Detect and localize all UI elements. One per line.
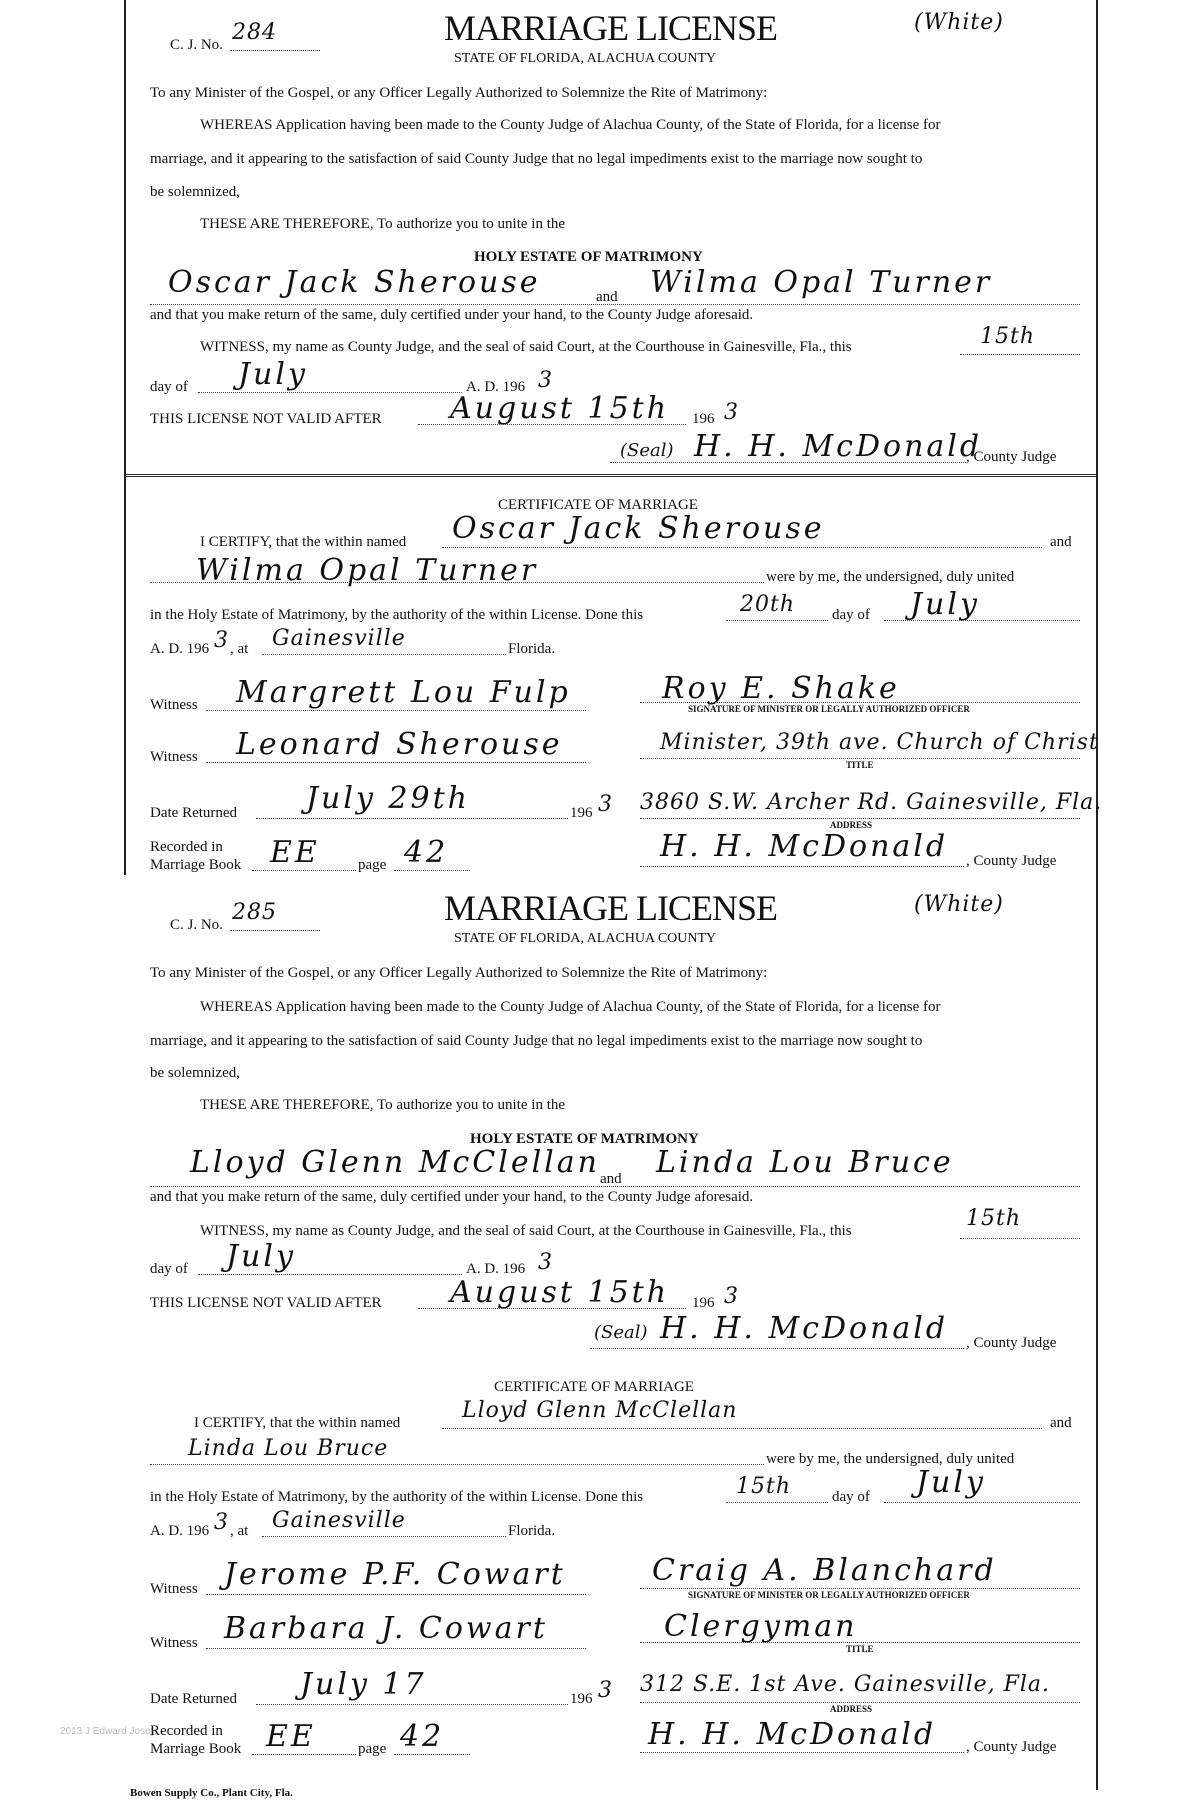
witness-2-name: Barbara J. Cowart xyxy=(224,1611,548,1646)
date-returned: July 17 xyxy=(300,1667,427,1702)
issue-day: 15th xyxy=(966,1206,1022,1231)
whereas-line-2: marriage, and it appearing to the satisfaction of said County Judge that no legal impediments exist to the marriage now sought to xyxy=(150,151,923,167)
cj-number: 285 xyxy=(232,900,277,925)
date-returned-label: Date Returned xyxy=(150,1691,238,1707)
done-month: July xyxy=(910,587,980,622)
officer-title: Clergyman xyxy=(664,1609,858,1644)
united-line: were by me, the undersigned, duly united xyxy=(766,1451,1015,1467)
expiry-year-prefix: 196 xyxy=(692,411,715,427)
book-value: EE xyxy=(266,1719,316,1754)
license-subtitle: STATE OF FLORIDA, ALACHUA COUNTY xyxy=(454,51,717,66)
address-caption: ADDRESS xyxy=(830,1704,873,1714)
recorded-label-2: Marriage Book xyxy=(150,857,242,873)
witness-label-1: Witness xyxy=(150,697,198,713)
recorded-label-1: Recorded in xyxy=(150,839,223,855)
and-word-cert: and xyxy=(1050,534,1072,550)
certify-line: I CERTIFY, that the within named xyxy=(200,534,407,550)
expiry-year-prefix: 196 xyxy=(692,1295,715,1311)
florida-label: Florida. xyxy=(508,1523,556,1539)
seal-mark: (Seal) xyxy=(594,1322,648,1343)
recorded-label-1: Recorded in xyxy=(150,1723,223,1739)
watermark: 2013 J Edward Josey xyxy=(60,1726,156,1737)
therefore-line: THESE ARE THEREFORE, To authorize you to unite in the xyxy=(200,216,566,232)
signature-caption: SIGNATURE OF MINISTER OR LEGALLY AUTHORIZED OFFICER xyxy=(688,704,970,714)
right-border xyxy=(1096,0,1098,1790)
county-judge-label-2: , County Judge xyxy=(966,1739,1057,1755)
witness-1-name: Jerome P.F. Cowart xyxy=(224,1557,566,1592)
holy-authority-line: in the Holy Estate of Matrimony, by the authority of the within License. Done this xyxy=(150,1489,644,1505)
returned-year-digit: 3 xyxy=(598,1678,613,1703)
groom-name: Lloyd Glenn McClellan xyxy=(190,1145,600,1180)
day-of-label: day of xyxy=(150,1261,188,1277)
done-day: 15th xyxy=(736,1474,792,1499)
issue-day: 15th xyxy=(980,324,1036,349)
returned-year-prefix: 196 xyxy=(570,805,593,821)
witness-1-name: Margrett Lou Fulp xyxy=(236,675,571,710)
day-of-label-2: day of xyxy=(832,607,870,623)
title-caption: TITLE xyxy=(846,760,874,770)
return-line: and that you make return of the same, duly certified under your hand, to the County Judge aforesaid. xyxy=(150,307,754,323)
officer-signature: Craig A. Blanchard xyxy=(652,1553,997,1588)
cert-groom-name: Lloyd Glenn McClellan xyxy=(462,1398,738,1423)
day-of-label: day of xyxy=(150,379,188,395)
holy-estate-heading: HOLY ESTATE OF MATRIMONY xyxy=(470,1131,699,1147)
signature-caption: SIGNATURE OF MINISTER OR LEGALLY AUTHORIZED OFFICER xyxy=(688,1590,970,1600)
at-label: , at xyxy=(230,641,249,657)
addressee: To any Minister of the Gospel, or any Officer Legally Authorized to Solemnize the Rite of Matrimony: xyxy=(150,965,768,981)
whereas-line-1: WHEREAS Application having been made to the County Judge of Alachua County, of the State of Florida, for a license for xyxy=(200,999,941,1015)
officer-signature: Roy E. Shake xyxy=(662,671,900,706)
license-title: MARRIAGE LICENSE xyxy=(444,888,777,928)
recorded-label-2: Marriage Book xyxy=(150,1741,242,1757)
and-word-cert: and xyxy=(1050,1415,1072,1431)
book-value: EE xyxy=(270,835,320,870)
not-valid-label: THIS LICENSE NOT VALID AFTER xyxy=(150,1295,382,1311)
cj-number: 284 xyxy=(232,20,277,45)
race-note: (White) xyxy=(914,892,1004,917)
done-day: 20th xyxy=(740,592,796,617)
expiry-date: August 15th xyxy=(450,391,670,426)
page-value: 42 xyxy=(400,1719,445,1754)
ad-label-2: A. D. 196 xyxy=(150,641,210,657)
done-year-digit: 3 xyxy=(214,628,229,653)
issue-year-digit: 3 xyxy=(538,1250,553,1275)
cert-bride-name: Linda Lou Bruce xyxy=(188,1436,389,1461)
date-returned-label: Date Returned xyxy=(150,805,238,821)
holy-authority-line: in the Holy Estate of Matrimony, by the authority of the within License. Done this xyxy=(150,607,644,623)
therefore-line: THESE ARE THEREFORE, To authorize you to unite in the xyxy=(200,1097,566,1113)
returned-year-prefix: 196 xyxy=(570,1691,593,1707)
page-label: page xyxy=(358,857,387,873)
page-value: 42 xyxy=(404,835,449,870)
and-word: and xyxy=(600,1171,622,1187)
issue-month: July xyxy=(238,357,308,392)
date-returned: July 29th xyxy=(306,781,470,816)
whereas-line-1: WHEREAS Application having been made to the County Judge of Alachua County, of the State of Florida, for a license for xyxy=(200,117,941,133)
witness-2-name: Leonard Sherouse xyxy=(236,727,563,762)
license-subtitle: STATE OF FLORIDA, ALACHUA COUNTY xyxy=(454,931,717,946)
done-year-digit: 3 xyxy=(214,1510,229,1535)
witness-line: WITNESS, my name as County Judge, and the seal of said Court, at the Courthouse in Gainesville, Fla., this xyxy=(200,1223,852,1239)
county-judge-label: , County Judge xyxy=(966,449,1057,465)
bride-name: Wilma Opal Turner xyxy=(650,265,993,300)
officer-title: Minister, 39th ave. Church of Christ xyxy=(660,730,1099,755)
race-note: (White) xyxy=(914,10,1004,35)
expiry-year-digit: 3 xyxy=(724,1284,739,1309)
witness-label-2: Witness xyxy=(150,749,198,765)
addressee: To any Minister of the Gospel, or any Officer Legally Authorized to Solemnize the Rite of Matrimony: xyxy=(150,85,768,101)
witness-line: WITNESS, my name as County Judge, and the seal of said Court, at the Courthouse in Gainesville, Fla., this xyxy=(200,339,852,355)
return-line: and that you make return of the same, duly certified under your hand, to the County Judge aforesaid. xyxy=(150,1189,754,1205)
section-divider xyxy=(126,474,1096,477)
seal-mark: (Seal) xyxy=(620,440,674,461)
address-caption: ADDRESS xyxy=(830,820,873,830)
cert-groom-name: Oscar Jack Sherouse xyxy=(452,511,825,546)
and-word: and xyxy=(596,289,618,305)
certify-line: I CERTIFY, that the within named xyxy=(194,1415,401,1431)
certificate-title: CERTIFICATE OF MARRIAGE xyxy=(498,497,698,513)
holy-estate-heading: HOLY ESTATE OF MATRIMONY xyxy=(474,249,703,265)
recorder-signature: H. H. McDonald xyxy=(660,829,949,864)
marriage-place: Gainesville xyxy=(272,626,406,651)
county-judge-label-2: , County Judge xyxy=(966,853,1057,869)
whereas-line-3: be solemnized, xyxy=(150,184,240,200)
issue-year-digit: 3 xyxy=(538,368,553,393)
county-judge-label: , County Judge xyxy=(966,1335,1057,1351)
issue-month: July xyxy=(226,1239,296,1274)
ad-label: A. D. 196 xyxy=(466,379,526,395)
cert-bride-name: Wilma Opal Turner xyxy=(196,553,539,588)
whereas-line-3: be solemnized, xyxy=(150,1065,240,1081)
done-month: July xyxy=(916,1465,986,1500)
not-valid-label: THIS LICENSE NOT VALID AFTER xyxy=(150,411,382,427)
officer-address: 312 S.E. 1st Ave. Gainesville, Fla. xyxy=(640,1672,1051,1697)
at-label: , at xyxy=(230,1523,249,1539)
officer-address: 3860 S.W. Archer Rd. Gainesville, Fla. xyxy=(640,790,1103,815)
judge-signature: H. H. McDonald xyxy=(660,1311,949,1346)
recorder-signature: H. H. McDonald xyxy=(648,1717,937,1752)
title-caption: TITLE xyxy=(846,1644,874,1654)
certificate-title: CERTIFICATE OF MARRIAGE xyxy=(494,1379,694,1395)
witness-label-2: Witness xyxy=(150,1635,198,1651)
printer-credit: Bowen Supply Co., Plant City, Fla. xyxy=(130,1787,293,1799)
witness-label-1: Witness xyxy=(150,1581,198,1597)
license-title: MARRIAGE LICENSE xyxy=(444,8,777,48)
florida-label: Florida. xyxy=(508,641,556,657)
cj-no-label: C. J. No. xyxy=(170,917,223,933)
returned-year-digit: 3 xyxy=(598,792,613,817)
united-line: were by me, the undersigned, duly united xyxy=(766,569,1015,585)
marriage-place: Gainesville xyxy=(272,1508,406,1533)
judge-signature: H. H. McDonald xyxy=(694,429,983,464)
whereas-line-2: marriage, and it appearing to the satisfaction of said County Judge that no legal impediments exist to the marriage now sought to xyxy=(150,1033,923,1049)
groom-name: Oscar Jack Sherouse xyxy=(168,265,541,300)
ad-label: A. D. 196 xyxy=(466,1261,526,1277)
expiry-year-digit: 3 xyxy=(724,400,739,425)
day-of-label-2: day of xyxy=(832,1489,870,1505)
page-label: page xyxy=(358,1741,387,1757)
left-border xyxy=(124,0,126,875)
ad-label-2: A. D. 196 xyxy=(150,1523,210,1539)
cj-no-label: C. J. No. xyxy=(170,37,223,53)
expiry-date: August 15th xyxy=(450,1275,670,1310)
bride-name: Linda Lou Bruce xyxy=(656,1145,954,1180)
